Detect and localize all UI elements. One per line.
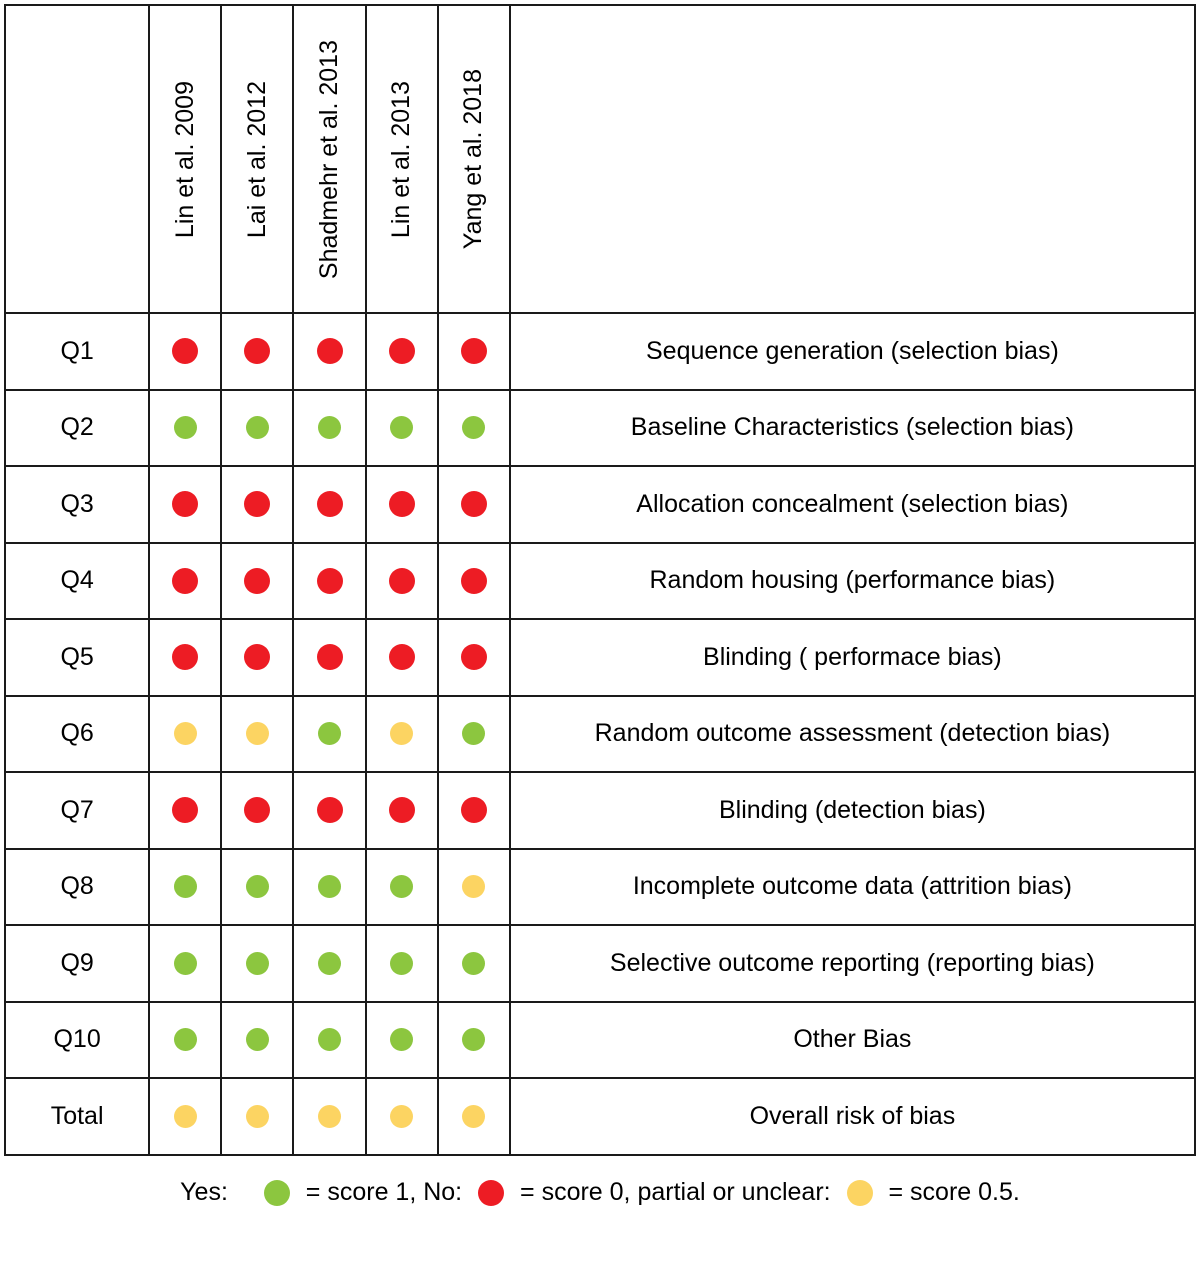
domain-description-cell: Random outcome assessment (detection bias) — [510, 696, 1195, 773]
legend-yes-score: = score 1, No: — [305, 1178, 463, 1207]
judgement-cell — [438, 696, 510, 773]
no-judgement-icon — [172, 338, 198, 364]
domain-description-cell: Blinding ( performace bias) — [510, 619, 1195, 696]
yes-judgement-icon — [390, 952, 413, 975]
judgement-cell — [149, 466, 221, 543]
judgement-cell — [366, 772, 438, 849]
yes-judgement-icon — [174, 875, 197, 898]
judgement-cell — [366, 390, 438, 467]
yes-judgement-icon — [318, 722, 341, 745]
unclear-judgement-icon — [174, 722, 197, 745]
judgement-cell — [221, 1078, 293, 1155]
judgement-cell — [149, 619, 221, 696]
table-header-row — [5, 5, 1195, 313]
yes-judgement-icon — [318, 875, 341, 898]
yes-judgement-icon — [462, 416, 485, 439]
judgement-cell — [221, 313, 293, 390]
yes-judgement-icon — [246, 952, 269, 975]
judgement-cell — [438, 849, 510, 926]
domain-description-cell: Selective outcome reporting (reporting bias) — [510, 925, 1195, 1002]
judgement-cell — [221, 543, 293, 620]
study-header-label: Lin et al. 2013 — [387, 80, 416, 239]
risk-of-bias-table — [4, 4, 1196, 1156]
judgement-cell — [366, 696, 438, 773]
domain-description-cell: Incomplete outcome data (attrition bias) — [510, 849, 1195, 926]
yes-judgement-icon — [246, 875, 269, 898]
no-judgement-icon — [461, 797, 487, 823]
legend-red-dot — [478, 1180, 504, 1206]
domain-description-cell: Overall risk of bias — [510, 1078, 1195, 1155]
question-id-cell: Q8 — [5, 849, 149, 926]
judgement-cell — [366, 849, 438, 926]
judgement-cell — [293, 1078, 365, 1155]
study-header-2 — [293, 5, 365, 313]
judgement-cell — [221, 1002, 293, 1079]
study-header-3 — [366, 5, 438, 313]
table-row — [5, 849, 1195, 926]
unclear-judgement-icon — [246, 722, 269, 745]
no-judgement-icon — [389, 644, 415, 670]
yes-judgement-icon — [390, 1028, 413, 1051]
yes-judgement-icon — [174, 1028, 197, 1051]
domain-description-cell: Blinding (detection bias) — [510, 772, 1195, 849]
judgement-cell — [366, 925, 438, 1002]
question-id-cell: Q6 — [5, 696, 149, 773]
yes-judgement-icon — [462, 722, 485, 745]
question-id-cell: Q1 — [5, 313, 149, 390]
judgement-cell — [438, 390, 510, 467]
yes-judgement-icon — [318, 416, 341, 439]
judgement-cell — [293, 1002, 365, 1079]
judgement-cell — [149, 390, 221, 467]
no-judgement-icon — [244, 491, 270, 517]
question-id-cell: Q10 — [5, 1002, 149, 1079]
question-id-cell: Q7 — [5, 772, 149, 849]
unclear-judgement-icon — [390, 1105, 413, 1128]
judgement-cell — [438, 925, 510, 1002]
judgement-cell — [366, 543, 438, 620]
question-id-cell: Q9 — [5, 925, 149, 1002]
question-id-cell: Q3 — [5, 466, 149, 543]
judgement-cell — [293, 925, 365, 1002]
yes-judgement-icon — [462, 952, 485, 975]
judgement-cell — [293, 619, 365, 696]
no-judgement-icon — [389, 491, 415, 517]
judgement-cell — [221, 849, 293, 926]
judgement-cell — [221, 696, 293, 773]
yes-judgement-icon — [174, 416, 197, 439]
no-judgement-icon — [317, 568, 343, 594]
no-judgement-icon — [389, 338, 415, 364]
judgement-cell — [293, 466, 365, 543]
no-judgement-icon — [244, 568, 270, 594]
question-id-cell: Total — [5, 1078, 149, 1155]
yes-judgement-icon — [390, 416, 413, 439]
judgement-cell — [438, 772, 510, 849]
unclear-judgement-icon — [390, 722, 413, 745]
no-judgement-icon — [317, 491, 343, 517]
question-id-cell: Q5 — [5, 619, 149, 696]
no-judgement-icon — [244, 644, 270, 670]
question-id-cell: Q2 — [5, 390, 149, 467]
legend — [4, 1178, 1196, 1208]
no-judgement-icon — [172, 797, 198, 823]
domain-description-cell: Allocation concealment (selection bias) — [510, 466, 1195, 543]
study-header-label: Yang et al. 2018 — [459, 69, 488, 250]
judgement-cell — [438, 466, 510, 543]
legend-yellow-dot — [847, 1180, 873, 1206]
judgement-cell — [366, 1078, 438, 1155]
no-judgement-icon — [244, 797, 270, 823]
no-judgement-icon — [317, 338, 343, 364]
judgement-cell — [438, 1078, 510, 1155]
no-judgement-icon — [461, 568, 487, 594]
table-row — [5, 619, 1195, 696]
domain-description-cell: Baseline Characteristics (selection bias) — [510, 390, 1195, 467]
no-judgement-icon — [244, 338, 270, 364]
judgement-cell — [366, 619, 438, 696]
yes-judgement-icon — [318, 1028, 341, 1051]
unclear-judgement-icon — [318, 1105, 341, 1128]
judgement-cell — [149, 1002, 221, 1079]
judgement-cell — [366, 1002, 438, 1079]
table-row — [5, 313, 1195, 390]
no-judgement-icon — [172, 568, 198, 594]
study-header-label: Shadmehr et al. 2013 — [315, 39, 343, 280]
judgement-cell — [149, 543, 221, 620]
judgement-cell — [221, 390, 293, 467]
judgement-cell — [366, 466, 438, 543]
table-row — [5, 543, 1195, 620]
table-row — [5, 390, 1195, 467]
unclear-judgement-icon — [246, 1105, 269, 1128]
no-judgement-icon — [461, 644, 487, 670]
table-row — [5, 772, 1195, 849]
yes-judgement-icon — [318, 952, 341, 975]
unclear-judgement-icon — [462, 1105, 485, 1128]
no-judgement-icon — [389, 568, 415, 594]
yes-judgement-icon — [174, 952, 197, 975]
no-judgement-icon — [389, 797, 415, 823]
judgement-cell — [149, 1078, 221, 1155]
table-body — [5, 313, 1195, 1155]
legend-yes-label: Yes: — [180, 1178, 228, 1207]
judgement-cell — [149, 313, 221, 390]
yes-judgement-icon — [462, 1028, 485, 1051]
question-id-cell: Q4 — [5, 543, 149, 620]
domain-description-cell: Sequence generation (selection bias) — [510, 313, 1195, 390]
judgement-cell — [149, 696, 221, 773]
no-judgement-icon — [317, 797, 343, 823]
judgement-cell — [293, 849, 365, 926]
judgement-cell — [438, 619, 510, 696]
judgement-cell — [293, 696, 365, 773]
legend-no-score: = score 0, partial or unclear: — [520, 1178, 831, 1207]
table-row — [5, 1078, 1195, 1155]
no-judgement-icon — [461, 491, 487, 517]
judgement-cell — [149, 849, 221, 926]
no-judgement-icon — [317, 644, 343, 670]
study-header-label: Lin et al. 2009 — [170, 80, 199, 239]
judgement-cell — [149, 772, 221, 849]
header-description-cell — [510, 5, 1195, 313]
table-row — [5, 696, 1195, 773]
judgement-cell — [221, 925, 293, 1002]
domain-description-cell: Random housing (performance bias) — [510, 543, 1195, 620]
table-row — [5, 925, 1195, 1002]
no-judgement-icon — [461, 338, 487, 364]
judgement-cell — [438, 313, 510, 390]
judgement-cell — [221, 619, 293, 696]
table-row — [5, 1002, 1195, 1079]
legend-unclear-score: = score 0.5. — [888, 1178, 1020, 1207]
study-header-label: Lai et al. 2012 — [242, 80, 271, 239]
unclear-judgement-icon — [174, 1105, 197, 1128]
judgement-cell — [293, 313, 365, 390]
judgement-cell — [438, 1002, 510, 1079]
table-row — [5, 466, 1195, 543]
judgement-cell — [221, 466, 293, 543]
study-header-0 — [149, 5, 221, 313]
judgement-cell — [438, 543, 510, 620]
judgement-cell — [221, 772, 293, 849]
legend-green-dot — [264, 1180, 290, 1206]
yes-judgement-icon — [246, 416, 269, 439]
judgement-cell — [293, 543, 365, 620]
yes-judgement-icon — [390, 875, 413, 898]
judgement-cell — [149, 925, 221, 1002]
no-judgement-icon — [172, 644, 198, 670]
judgement-cell — [293, 390, 365, 467]
unclear-judgement-icon — [462, 875, 485, 898]
yes-judgement-icon — [246, 1028, 269, 1051]
domain-description-cell: Other Bias — [510, 1002, 1195, 1079]
study-header-4 — [438, 5, 510, 313]
study-header-1 — [221, 5, 293, 313]
risk-of-bias-figure — [0, 4, 1200, 1277]
judgement-cell — [366, 313, 438, 390]
header-corner-cell — [5, 5, 149, 313]
no-judgement-icon — [172, 491, 198, 517]
judgement-cell — [293, 772, 365, 849]
